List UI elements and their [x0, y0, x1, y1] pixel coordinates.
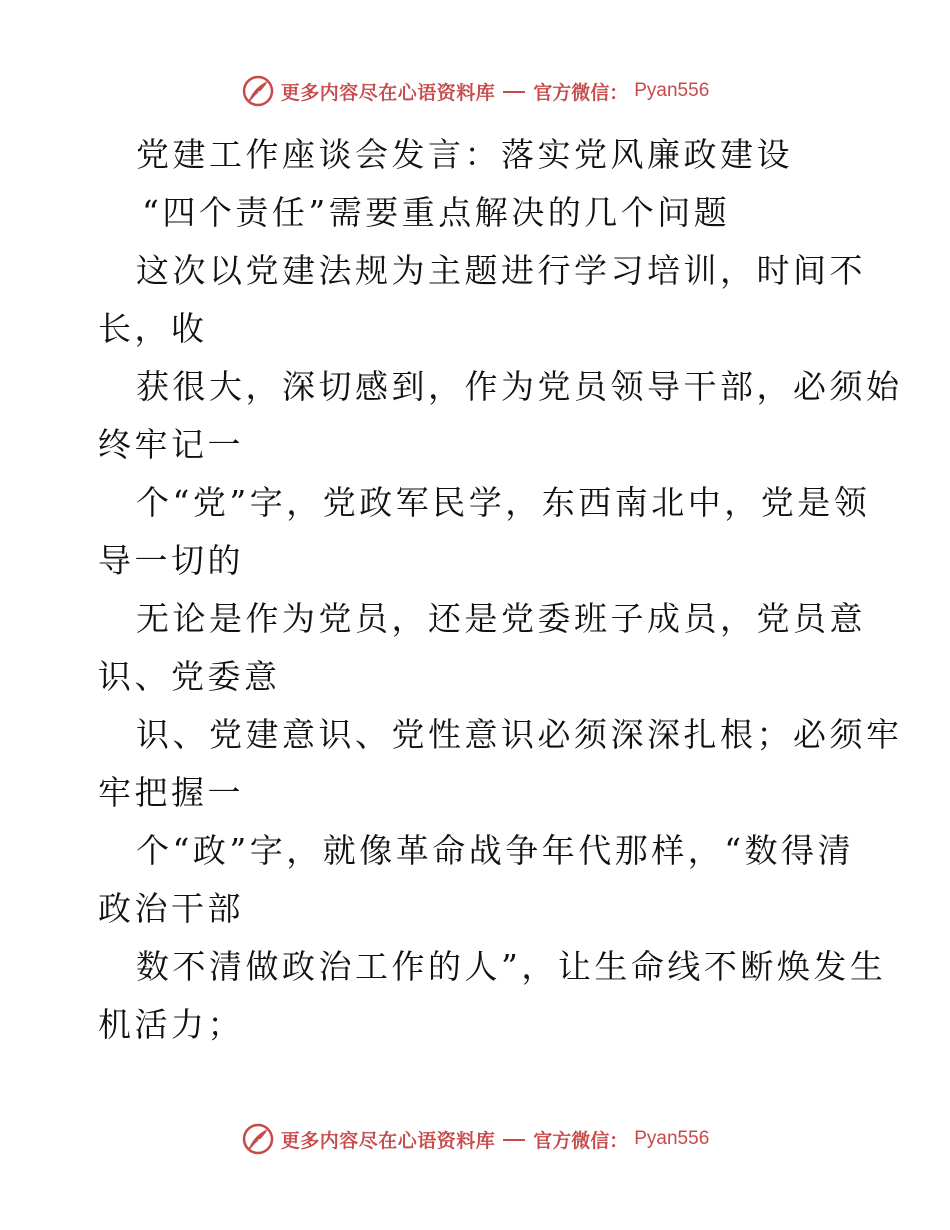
promo-text: 更多内容尽在心语资料库 [280, 81, 496, 104]
paragraph-line: 牢把握一 [98, 773, 244, 812]
paragraph-line: 个“政”字，就像革命战争年代那样，“数得清 [136, 831, 855, 870]
paragraph-line: 导一切的 [98, 541, 244, 580]
wechat-account: Pyan556 [634, 1128, 710, 1149]
paragraph-line: 获很大，深切感到，作为党员领导干部，必须始 [136, 367, 903, 406]
wechat-label: 官方微信： [533, 81, 629, 104]
document-title-line-2: “四个责任”需要重点解决的几个问题 [142, 193, 731, 232]
paragraph-line: 数不清做政治工作的人”，让生命线不断焕发生 [136, 947, 887, 986]
separator-dash [503, 91, 525, 93]
header-banner [0, 71, 950, 111]
quill-logo-icon [241, 1122, 275, 1156]
paragraph-line: 终牢记一 [98, 425, 244, 464]
paragraph-line: 识、党委意 [98, 657, 281, 696]
document-title-line-1: 党建工作座谈会发言：落实党风廉政建设 [136, 135, 793, 174]
wechat-account: Pyan556 [634, 80, 710, 101]
paragraph-line: 识、党建意识、党性意识必须深深扎根；必须牢 [136, 715, 903, 754]
quill-logo-icon [241, 74, 275, 108]
promo-text: 更多内容尽在心语资料库 [280, 1129, 496, 1152]
footer-banner [0, 1119, 950, 1159]
paragraph-line: 政治干部 [98, 889, 244, 928]
paragraph-line: 个“党”字，党政军民学，东西南北中，党是领 [136, 483, 871, 522]
paragraph-line: 机活力； [98, 1005, 244, 1044]
separator-dash [503, 1139, 525, 1141]
wechat-label: 官方微信： [533, 1129, 629, 1152]
paragraph-line: 无论是作为党员，还是党委班子成员，党员意 [136, 599, 866, 638]
paragraph-line: 长，收 [98, 309, 208, 348]
paragraph-line: 这次以党建法规为主题进行学习培训，时间不 [136, 251, 866, 290]
document-body [98, 126, 903, 1054]
